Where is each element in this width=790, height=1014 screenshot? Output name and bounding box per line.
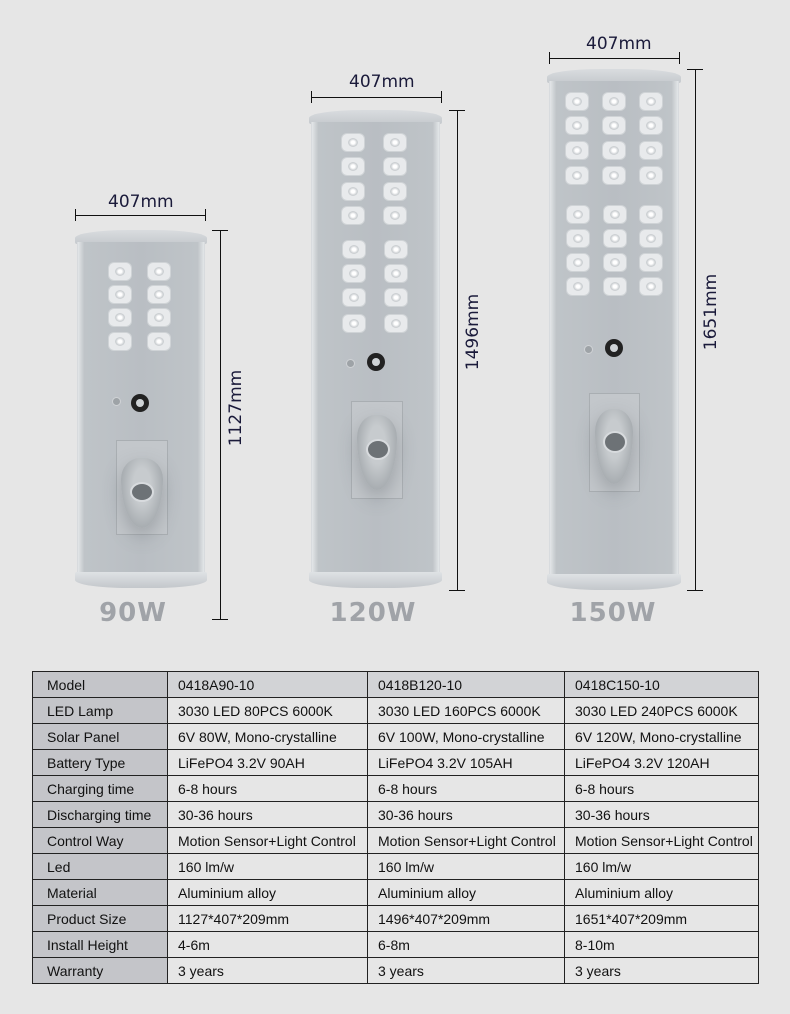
table-cell: LiFePO4 3.2V 90AH	[168, 750, 368, 776]
table-cell: 30-36 hours	[565, 802, 759, 828]
lamp-120w-image	[309, 110, 442, 588]
table-cell: 1496*407*209mm	[368, 906, 565, 932]
table-cell: 3 years	[565, 958, 759, 984]
dimension-tick	[679, 52, 680, 64]
lamp-90w-image	[75, 230, 207, 588]
row-label: LED Lamp	[33, 698, 168, 724]
table-cell: 160 lm/w	[368, 854, 565, 880]
table-cell: Motion Sensor+Light Control	[368, 828, 565, 854]
table-cell: 6V 120W, Mono-crystalline	[565, 724, 759, 750]
table-cell: 8-10m	[565, 932, 759, 958]
table-cell: 6-8 hours	[368, 776, 565, 802]
table-cell: 6V 80W, Mono-crystalline	[168, 724, 368, 750]
table-cell: 160 lm/w	[565, 854, 759, 880]
dimension-tick	[549, 52, 550, 64]
table-row	[33, 854, 759, 880]
height-dimension-label: 1127mm	[226, 369, 247, 447]
row-label: Discharging time	[33, 802, 168, 828]
table-header-row	[33, 672, 759, 698]
table-row	[33, 776, 759, 802]
height-dimension-label: 1496mm	[463, 293, 484, 371]
row-label: Battery Type	[33, 750, 168, 776]
table-cell: 3 years	[368, 958, 565, 984]
dimension-tick	[449, 110, 465, 111]
table-cell: Motion Sensor+Light Control	[565, 828, 759, 854]
table-cell: 6-8m	[368, 932, 565, 958]
dimension-tick	[311, 91, 312, 103]
table-row	[33, 958, 759, 984]
table-cell: 3030 LED 240PCS 6000K	[565, 698, 759, 724]
table-cell: 3030 LED 80PCS 6000K	[168, 698, 368, 724]
width-dimension-line	[549, 58, 680, 59]
lamp-150w-image	[547, 69, 681, 590]
width-dimension-label: 407mm	[586, 34, 652, 54]
table-cell: 1651*407*209mm	[565, 906, 759, 932]
dimension-tick	[687, 69, 703, 70]
wattage-label: 150W	[569, 598, 657, 628]
table-row	[33, 724, 759, 750]
wattage-label: 90W	[99, 598, 167, 628]
table-cell: 6-8 hours	[565, 776, 759, 802]
table-cell: 6V 100W, Mono-crystalline	[368, 724, 565, 750]
dimension-tick	[449, 590, 465, 591]
table-cell: 30-36 hours	[368, 802, 565, 828]
table-header-cell: 0418B120-10	[368, 672, 565, 698]
height-dimension-label: 1651mm	[701, 273, 722, 351]
width-dimension-line	[75, 215, 206, 216]
table-cell: LiFePO4 3.2V 105AH	[368, 750, 565, 776]
table-cell: 4-6m	[168, 932, 368, 958]
row-label: Install Height	[33, 932, 168, 958]
row-label: Charging time	[33, 776, 168, 802]
dimension-tick	[75, 209, 76, 221]
dimension-tick	[687, 590, 703, 591]
width-dimension-label: 407mm	[349, 72, 415, 92]
table-row	[33, 750, 759, 776]
specification-table	[32, 671, 759, 984]
dimension-tick	[441, 91, 442, 103]
width-dimension-label: 407mm	[108, 192, 174, 212]
table-cell: Motion Sensor+Light Control	[168, 828, 368, 854]
wattage-label: 120W	[329, 598, 417, 628]
row-label: Control Way	[33, 828, 168, 854]
table-header-cell: Model	[33, 672, 168, 698]
table-cell: 6-8 hours	[168, 776, 368, 802]
table-cell: 1127*407*209mm	[168, 906, 368, 932]
table-row	[33, 906, 759, 932]
table-cell: 3 years	[168, 958, 368, 984]
table-cell: 3030 LED 160PCS 6000K	[368, 698, 565, 724]
dimension-tick	[205, 209, 206, 221]
row-label: Led	[33, 854, 168, 880]
table-row	[33, 828, 759, 854]
row-label: Product Size	[33, 906, 168, 932]
table-row	[33, 932, 759, 958]
table-header-cell: 0418C150-10	[565, 672, 759, 698]
row-label: Solar Panel	[33, 724, 168, 750]
table-cell: Aluminium alloy	[368, 880, 565, 906]
height-dimension-line	[695, 69, 696, 590]
height-dimension-line	[220, 230, 221, 619]
row-label: Material	[33, 880, 168, 906]
table-cell: 30-36 hours	[168, 802, 368, 828]
table-row	[33, 802, 759, 828]
table-row	[33, 880, 759, 906]
table-row	[33, 698, 759, 724]
row-label: Warranty	[33, 958, 168, 984]
table-header-cell: 0418A90-10	[168, 672, 368, 698]
table-cell: LiFePO4 3.2V 120AH	[565, 750, 759, 776]
width-dimension-line	[311, 97, 442, 98]
table-cell: 160 lm/w	[168, 854, 368, 880]
height-dimension-line	[457, 110, 458, 590]
table-cell: Aluminium alloy	[168, 880, 368, 906]
table-cell: Aluminium alloy	[565, 880, 759, 906]
dimension-tick	[212, 230, 228, 231]
dimension-tick	[212, 619, 228, 620]
